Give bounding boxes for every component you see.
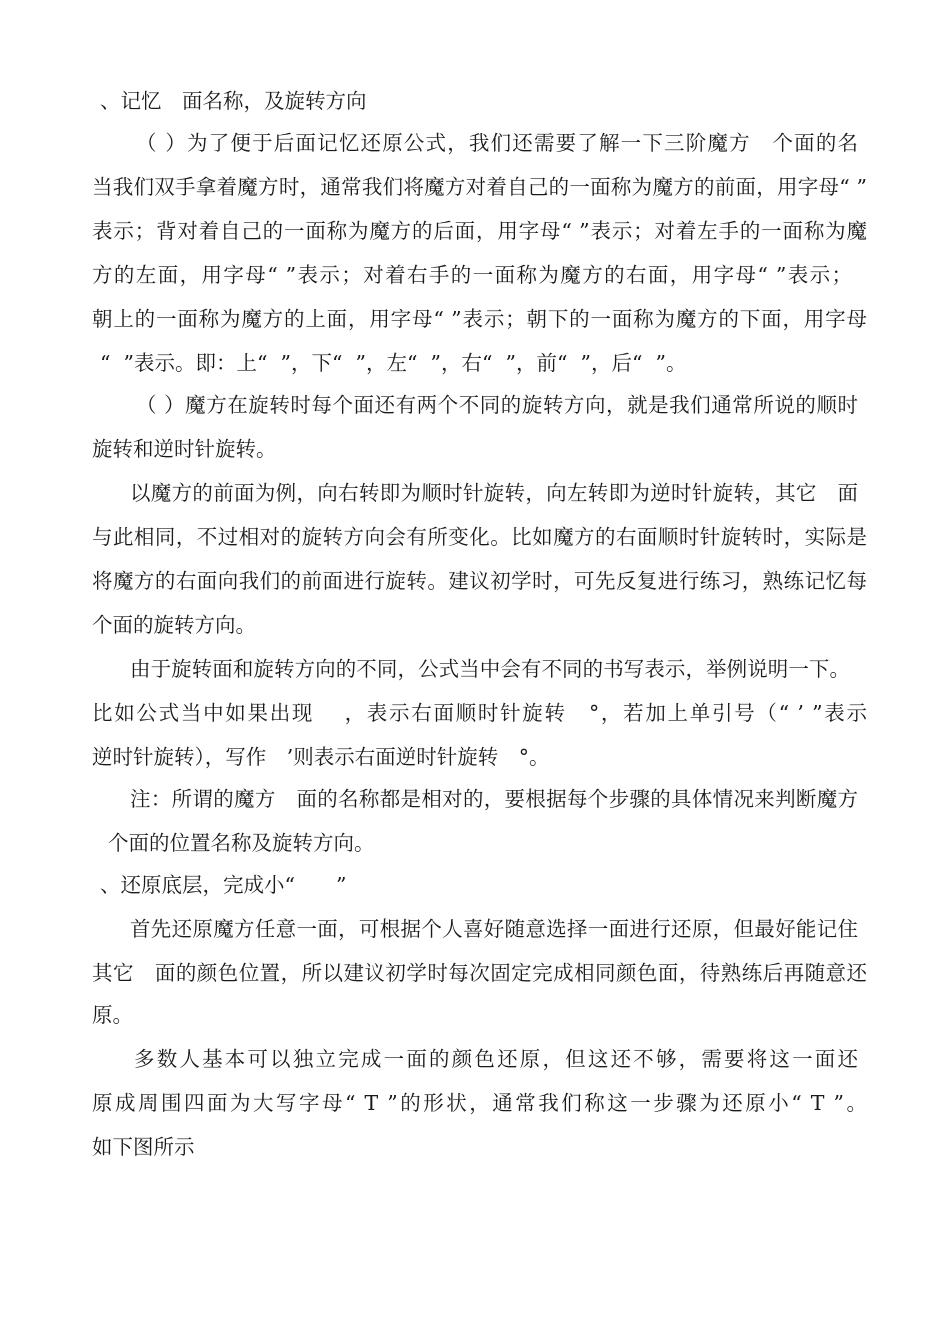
section-heading-2: 、还原底层，完成小“ ” [100,873,347,897]
paragraph-line: 比如公式当中如果出现 ，表示右面顺时针旋转 °，若加上单引号（“ ’ ”表示 [92,701,867,725]
paragraph-line: 原成周围四面为大写字母“ T ”的形状，通常我们称这一步骤为还原小“ T ”。 [92,1091,867,1115]
paragraph-line: 将魔方的右面向我们的前面进行旋转。建议初学时，可先反复进行练习，熟练记忆每 [92,569,867,593]
paragraph-line: 如下图所示 [92,1135,195,1159]
note-line: 注：所谓的魔方 面的名称都是相对的，要根据每个步骤的具体情况来判断魔方 [130,787,858,811]
paragraph-line: 由于旋转面和旋转方向的不同，公式当中会有不同的书写表示，举例说明一下。 [130,657,850,681]
section-heading-1: 、记忆 面名称，及旋转方向 [100,89,367,113]
paragraph-line: （ ）魔方在旋转时每个面还有两个不同的旋转方向，就是我们通常所说的顺时 [136,393,858,417]
note-line: 个面的位置名称及旋转方向。 [108,831,375,855]
paragraph-line: 其它 面的颜色位置，所以建议初学时每次固定完成相同颜色面，待熟练后再随意还 [92,961,867,985]
paragraph-line: 以魔方的前面为例，向右转即为顺时针旋转，向左转即为逆时针旋转，其它 面 [130,481,858,505]
paragraph-line: 与此相同，不过相对的旋转方向会有所变化。比如魔方的右面顺时针旋转时，实际是 [92,525,867,549]
paragraph-line: 表示；背对着自己的一面称为魔方的后面，用字母“ ”表示；对着左手的一面称为魔 [92,219,867,243]
paragraph-line: 旋转和逆时针旋转。 [92,437,277,461]
paragraph-line: 当我们双手拿着魔方时，通常我们将魔方对着自己的一面称为魔方的前面，用字母“ ” [92,175,867,199]
paragraph-line: （ ）为了便于后面记忆还原公式，我们还需要了解一下三阶魔方 个面的名 [136,131,858,155]
paragraph-line: 逆时针旋转），写作 ’则表示右面逆时针旋转 °。 [92,745,550,769]
paragraph-line: 首先还原魔方任意一面，可根据个人喜好随意选择一面进行还原，但最好能记住 [130,917,858,941]
paragraph-line: 个面的旋转方向。 [92,613,256,637]
paragraph-line: 原。 [92,1003,133,1027]
paragraph-line: 朝上的一面称为魔方的上面，用字母“ ”表示；朝下的一面称为魔方的下面，用字母 [92,307,867,331]
paragraph-line: 多数人基本可以独立完成一面的颜色还原，但这还不够，需要将这一面还 [134,1047,858,1071]
paragraph-line: “ ”表示。即：上“ ”，下“ ”，左“ ”，右“ ”，前“ ”，后“ ”。 [100,351,687,375]
paragraph-line: 方的左面，用字母“ ”表示；对着右手的一面称为魔方的右面，用字母“ ”表示； [92,263,852,287]
